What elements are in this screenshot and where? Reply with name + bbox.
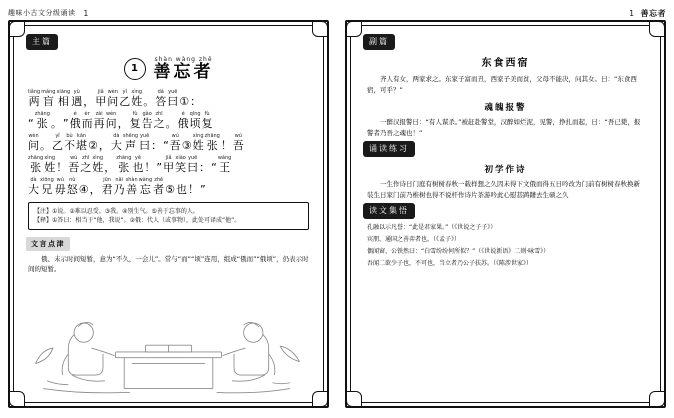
char-hanzi: 俄 bbox=[177, 117, 189, 130]
char-pinyin: yǐ bbox=[55, 133, 60, 139]
practice-tag-row bbox=[363, 141, 648, 157]
char-hanzi: 王 bbox=[219, 161, 231, 174]
text-char bbox=[44, 155, 55, 174]
char-pinyin: xìng bbox=[44, 155, 56, 161]
char-pinyin: nù bbox=[69, 177, 76, 183]
char-hanzi: 不 bbox=[64, 139, 75, 152]
book-name: 趣味小古文分级诵读 bbox=[8, 9, 76, 17]
text-char bbox=[144, 155, 155, 174]
char-pinyin: wú bbox=[234, 133, 242, 139]
text-char bbox=[104, 155, 115, 174]
char-pinyin: zhě bbox=[154, 177, 164, 183]
char-pinyin: yù bbox=[73, 89, 80, 95]
notes-line-2: 【释】①答曰：相当于“他，我说”。②俄：代人（或事物），此处可译成“他”。 bbox=[34, 217, 241, 224]
char-hanzi: ！ bbox=[188, 183, 200, 196]
text-char bbox=[99, 133, 110, 152]
practice-tag: 诵读练习 bbox=[363, 141, 415, 157]
text-char bbox=[176, 177, 187, 196]
sub-section-tag-row bbox=[363, 34, 648, 50]
char-hanzi: 答 bbox=[155, 95, 167, 108]
text-char bbox=[56, 155, 67, 174]
char-hanzi: ① bbox=[179, 95, 190, 108]
char-hanzi: 怒 bbox=[66, 183, 78, 196]
char-hanzi: 姓 bbox=[131, 95, 143, 108]
extend-list-item: 孔融以示凡誉：“此是君家果。”（《世说之子子》） bbox=[367, 224, 497, 231]
char-hanzi: 曰 bbox=[139, 139, 151, 152]
lesson-title-pinyin: shàn wàng zhě bbox=[154, 56, 213, 63]
char-hanzi: 曰 bbox=[167, 95, 179, 108]
char-hanzi: ” bbox=[62, 117, 69, 130]
notes-box bbox=[28, 202, 309, 230]
text-char bbox=[64, 133, 75, 152]
char-hanzi: ② bbox=[88, 139, 98, 152]
lesson-title: 善忘者 bbox=[153, 62, 214, 82]
right-chapter-title: 善忘者 bbox=[640, 8, 666, 18]
char-hanzi: 大 bbox=[110, 139, 122, 152]
char-hanzi: 者 bbox=[153, 183, 165, 196]
text-char bbox=[90, 177, 101, 196]
char-hanzi: 乙 bbox=[119, 95, 131, 108]
text-char bbox=[28, 177, 39, 196]
char-pinyin: yuē bbox=[168, 89, 178, 95]
sub-article-title-2: 魂魄报警 bbox=[484, 103, 527, 113]
sub-section-tag: 副篇 bbox=[363, 34, 395, 50]
text-char bbox=[35, 111, 50, 130]
text-char bbox=[190, 89, 201, 108]
left-page-frame bbox=[8, 20, 329, 408]
text-char bbox=[139, 177, 153, 196]
char-hanzi: ⑤ bbox=[165, 183, 176, 196]
char-pinyin: gào bbox=[142, 111, 152, 117]
text-char bbox=[205, 133, 220, 152]
text-char bbox=[188, 177, 199, 196]
char-hanzi: 复 bbox=[201, 117, 213, 130]
char-hanzi: 两 bbox=[28, 95, 40, 108]
char-hanzi: 也 bbox=[176, 183, 188, 196]
sub-article-text-2: 一醉汉报警曰：“有人谋杀。”被赶赴警堂，汉醉如烂泥，见警，挣扎而起，曰：“吾已毙，报警者乃吾之魂也！” bbox=[367, 118, 641, 137]
char-hanzi: ， bbox=[104, 161, 116, 174]
char-hanzi: 也 bbox=[132, 161, 144, 174]
char-hanzi: ： bbox=[190, 95, 202, 108]
text-char bbox=[107, 89, 118, 108]
left-folio: 1 bbox=[83, 8, 89, 18]
text-char bbox=[114, 177, 125, 196]
classical-text bbox=[28, 89, 309, 196]
char-pinyin: zhī bbox=[155, 111, 163, 117]
char-hanzi: 而 bbox=[81, 117, 93, 130]
char-hanzi: 之 bbox=[153, 117, 165, 130]
char-pinyin: é bbox=[181, 111, 185, 117]
char-pinyin: zài bbox=[95, 111, 103, 117]
char-pinyin: zhī bbox=[82, 155, 90, 161]
main-section-tag: 主篇 bbox=[26, 34, 58, 50]
char-hanzi: ， bbox=[98, 139, 110, 152]
char-hanzi: ” bbox=[156, 161, 163, 174]
right-page bbox=[337, 0, 674, 418]
text-char bbox=[131, 89, 142, 108]
text-char bbox=[153, 177, 164, 196]
char-pinyin: zhāng bbox=[204, 133, 220, 139]
discussion-heading: 文言点津 bbox=[26, 237, 70, 251]
char-pinyin: shēng bbox=[122, 133, 139, 139]
extend-list-item: 偶闻窗、公铁然曰：“白雪纷纷何所似？”（《世说新语》二则·咏雪》） bbox=[367, 248, 550, 255]
text-char bbox=[116, 155, 131, 174]
lesson-title-block bbox=[26, 56, 311, 81]
char-pinyin: xiōng bbox=[40, 177, 54, 183]
char-pinyin: wèn bbox=[107, 89, 118, 95]
text-char bbox=[55, 177, 66, 196]
text-char bbox=[88, 133, 98, 152]
text-char bbox=[233, 133, 244, 152]
char-hanzi: ！ bbox=[220, 139, 232, 152]
char-hanzi: ！ bbox=[56, 161, 68, 174]
text-char bbox=[163, 133, 169, 152]
char-hanzi: 相 bbox=[57, 95, 69, 108]
char-pinyin: máng bbox=[41, 89, 56, 95]
right-folio: 1 bbox=[629, 8, 635, 18]
text-char bbox=[193, 133, 204, 152]
char-hanzi: 曰 bbox=[187, 161, 199, 174]
discussion-text: 俄、未示时间短暂，意为“不久，一会儿”。常与“而”“顷”连用，组成“俄而”“俄顷”，仍表示时间的短暂。 bbox=[28, 255, 309, 273]
char-pinyin: jūn bbox=[103, 177, 111, 183]
char-hanzi: 毋 bbox=[54, 183, 66, 196]
notes-line-1: 【注】①说。②难以忍受。③我。④别生气。⑤善于忘事的人。 bbox=[34, 208, 199, 215]
text-char bbox=[139, 133, 150, 152]
text-char bbox=[79, 177, 89, 196]
char-hanzi: 姓 bbox=[92, 161, 104, 174]
text-char bbox=[200, 177, 206, 196]
text-char bbox=[211, 155, 217, 174]
char-hanzi: ： bbox=[151, 139, 163, 152]
right-running-head bbox=[345, 6, 666, 20]
char-hanzi: 俄 bbox=[69, 117, 81, 130]
char-pinyin: wàng bbox=[138, 177, 153, 183]
char-pinyin: kān bbox=[76, 133, 87, 139]
char-hanzi: 问 bbox=[105, 117, 117, 130]
char-hanzi: 兄 bbox=[41, 183, 53, 196]
char-pinyin: wú bbox=[70, 155, 78, 161]
char-pinyin: zhāng bbox=[34, 111, 50, 117]
char-hanzi: 张 bbox=[118, 161, 130, 174]
char-hanzi: 遇 bbox=[71, 95, 83, 108]
classical-text-line bbox=[28, 89, 309, 108]
text-char bbox=[202, 111, 213, 130]
text-char bbox=[83, 89, 94, 108]
text-char bbox=[163, 155, 174, 174]
char-pinyin: xìng bbox=[131, 89, 143, 95]
text-char bbox=[67, 177, 78, 196]
char-hanzi: 。 bbox=[165, 117, 177, 130]
char-hanzi: 声 bbox=[124, 139, 136, 152]
char-hanzi: 吾 bbox=[68, 161, 80, 174]
text-char bbox=[41, 89, 55, 108]
char-pinyin: dá bbox=[157, 89, 164, 95]
char-hanzi: 再 bbox=[93, 117, 105, 130]
char-pinyin: liǎng bbox=[28, 89, 41, 95]
char-pinyin: wèn bbox=[28, 133, 39, 139]
text-char bbox=[68, 155, 79, 174]
text-char bbox=[51, 111, 62, 130]
illustration-drawing bbox=[24, 304, 313, 396]
char-hanzi: 顷 bbox=[189, 117, 201, 130]
classical-text-line bbox=[28, 133, 309, 152]
text-char bbox=[28, 111, 34, 130]
text-char bbox=[71, 89, 82, 108]
right-page-frame bbox=[345, 20, 666, 408]
main-section-tag-row bbox=[26, 34, 311, 50]
lesson-number: 1 bbox=[124, 58, 146, 80]
text-char bbox=[28, 133, 39, 152]
text-char bbox=[178, 111, 189, 130]
text-char bbox=[102, 177, 113, 196]
text-char bbox=[143, 89, 154, 108]
char-hanzi: 善 bbox=[126, 183, 138, 196]
char-pinyin: shàn bbox=[125, 177, 138, 183]
text-char bbox=[52, 133, 63, 152]
char-hanzi: ， bbox=[83, 95, 95, 108]
char-hanzi: “ bbox=[163, 139, 169, 152]
extend-tag-row bbox=[363, 203, 648, 219]
char-hanzi: 姓 bbox=[192, 139, 204, 152]
char-hanzi: ， bbox=[89, 183, 101, 196]
practice-title: 初学作诗 bbox=[484, 165, 527, 175]
text-char bbox=[63, 111, 69, 130]
classical-text-line bbox=[28, 177, 309, 196]
text-char bbox=[156, 155, 162, 174]
char-pinyin: xiào bbox=[175, 155, 186, 161]
text-char bbox=[179, 89, 189, 108]
char-pinyin: xìng bbox=[192, 133, 204, 139]
char-pinyin: wèn bbox=[105, 111, 117, 117]
text-char bbox=[123, 133, 138, 152]
char-pinyin: fù bbox=[132, 111, 138, 117]
right-page-content bbox=[351, 26, 660, 402]
classical-text-line bbox=[28, 111, 309, 130]
text-char bbox=[190, 111, 201, 130]
text-char bbox=[106, 111, 117, 130]
sub-article-text-1: 齐人有女，两家求之。东家子富而丑，西家子美而贫，父母不能决，问其女。曰：“东食西宿，可乎？” bbox=[367, 75, 637, 94]
char-pinyin: yuē bbox=[139, 133, 150, 139]
text-char bbox=[199, 155, 210, 174]
char-pinyin: qǐng bbox=[189, 111, 201, 117]
left-page-content bbox=[14, 26, 323, 402]
char-hanzi: ” bbox=[200, 183, 206, 196]
text-char bbox=[92, 155, 103, 174]
char-pinyin: xiāng bbox=[56, 89, 71, 95]
char-hanzi: 大 bbox=[28, 183, 39, 196]
char-hanzi: 堪 bbox=[76, 139, 87, 152]
char-pinyin: ér bbox=[84, 111, 90, 117]
char-hanzi: 吾 bbox=[169, 139, 181, 152]
char-pinyin: jiǎ bbox=[97, 89, 104, 95]
char-hanzi: 乃 bbox=[113, 183, 125, 196]
char-pinyin: yǐ bbox=[122, 89, 127, 95]
char-pinyin: wú bbox=[56, 177, 64, 183]
char-hanzi: ！ bbox=[144, 161, 156, 174]
text-char bbox=[166, 111, 177, 130]
char-pinyin: zhāng bbox=[116, 155, 132, 161]
char-hanzi: “ bbox=[211, 161, 217, 174]
text-char bbox=[218, 155, 232, 174]
char-hanzi: 忘 bbox=[139, 183, 151, 196]
extend-tag: 读文集悟 bbox=[363, 203, 415, 219]
char-hanzi: 甲 bbox=[163, 161, 175, 174]
char-pinyin: é bbox=[73, 111, 77, 117]
char-hanzi: 乙 bbox=[52, 139, 63, 152]
char-hanzi: 张 bbox=[36, 117, 48, 130]
text-char bbox=[187, 155, 198, 174]
char-hanzi: ， bbox=[117, 117, 129, 130]
char-hanzi: 复 bbox=[129, 117, 141, 130]
char-hanzi: 问 bbox=[28, 139, 39, 152]
char-hanzi: 笑 bbox=[175, 161, 187, 174]
char-pinyin: dà bbox=[113, 133, 120, 139]
char-pinyin: yuē bbox=[188, 155, 198, 161]
text-char bbox=[167, 89, 178, 108]
char-hanzi: 吾 bbox=[232, 139, 244, 152]
char-hanzi: 。 bbox=[40, 139, 51, 152]
sub-article-title-1: 东食西宿 bbox=[481, 58, 530, 69]
char-pinyin: wú bbox=[171, 133, 179, 139]
text-char bbox=[28, 89, 40, 108]
extend-list bbox=[367, 223, 644, 269]
extend-list-item: 宾朋、通国之善弈者也。（《孟子》） bbox=[367, 236, 461, 243]
text-char bbox=[126, 177, 138, 196]
char-hanzi: ③ bbox=[181, 139, 192, 152]
text-char bbox=[170, 133, 181, 152]
text-char bbox=[70, 111, 81, 130]
text-char bbox=[155, 89, 166, 108]
practice-text: 一生作诗日门庭有树树春秋一载样想之久因未得下文俄而得五日吟改为门前有树树春秋换新装生日家门前乃椎树也得不说杆作诗片茶游吟此心慰甚踌躇去生硕之久 bbox=[367, 180, 640, 199]
char-hanzi: 君 bbox=[101, 183, 113, 196]
char-hanzi: 。 bbox=[50, 117, 62, 130]
char-hanzi: 张 bbox=[206, 139, 218, 152]
text-char bbox=[119, 89, 130, 108]
text-char bbox=[76, 133, 87, 152]
char-hanzi: 盲 bbox=[42, 95, 54, 108]
char-pinyin: jiǎ bbox=[165, 155, 172, 161]
char-hanzi: 张 bbox=[30, 161, 42, 174]
text-char bbox=[151, 133, 162, 152]
char-hanzi: 之 bbox=[80, 161, 92, 174]
char-pinyin: xìng bbox=[92, 155, 104, 161]
char-hanzi: 告 bbox=[141, 117, 153, 130]
text-char bbox=[175, 155, 186, 174]
text-char bbox=[80, 155, 91, 174]
text-char bbox=[132, 155, 143, 174]
char-hanzi: ： bbox=[199, 161, 211, 174]
char-pinyin: nǎi bbox=[115, 177, 123, 183]
text-char bbox=[221, 133, 232, 152]
text-char bbox=[94, 111, 105, 130]
extend-list-item: 吾闻二欲少子也，不可也，当立者乃公子扶苏。（《陈涉世家》） bbox=[367, 260, 533, 267]
char-pinyin: wáng bbox=[217, 155, 232, 161]
text-char bbox=[118, 111, 129, 130]
char-hanzi: “ bbox=[28, 117, 34, 130]
text-char bbox=[154, 111, 165, 130]
char-pinyin: yě bbox=[134, 155, 141, 161]
char-pinyin: dà bbox=[30, 177, 37, 183]
text-char bbox=[40, 177, 54, 196]
char-pinyin: bù bbox=[66, 133, 73, 139]
text-char bbox=[40, 133, 51, 152]
text-char bbox=[182, 133, 192, 152]
text-char bbox=[95, 89, 106, 108]
char-pinyin: fù bbox=[204, 111, 210, 117]
text-char bbox=[82, 111, 93, 130]
text-char bbox=[142, 111, 153, 130]
char-hanzi: 姓 bbox=[44, 161, 56, 174]
lesson-title-group bbox=[154, 56, 214, 81]
text-char bbox=[165, 177, 175, 196]
char-pinyin: zhāng bbox=[28, 155, 44, 161]
char-hanzi: 问 bbox=[107, 95, 119, 108]
text-char bbox=[28, 155, 43, 174]
text-char bbox=[56, 89, 70, 108]
left-running-head bbox=[8, 6, 329, 20]
classical-text-line bbox=[28, 155, 309, 174]
text-char bbox=[130, 111, 141, 130]
char-hanzi: 。 bbox=[143, 95, 155, 108]
char-hanzi: 甲 bbox=[95, 95, 107, 108]
illustration bbox=[24, 304, 313, 396]
text-char bbox=[111, 133, 122, 152]
char-hanzi: ④ bbox=[78, 183, 89, 196]
